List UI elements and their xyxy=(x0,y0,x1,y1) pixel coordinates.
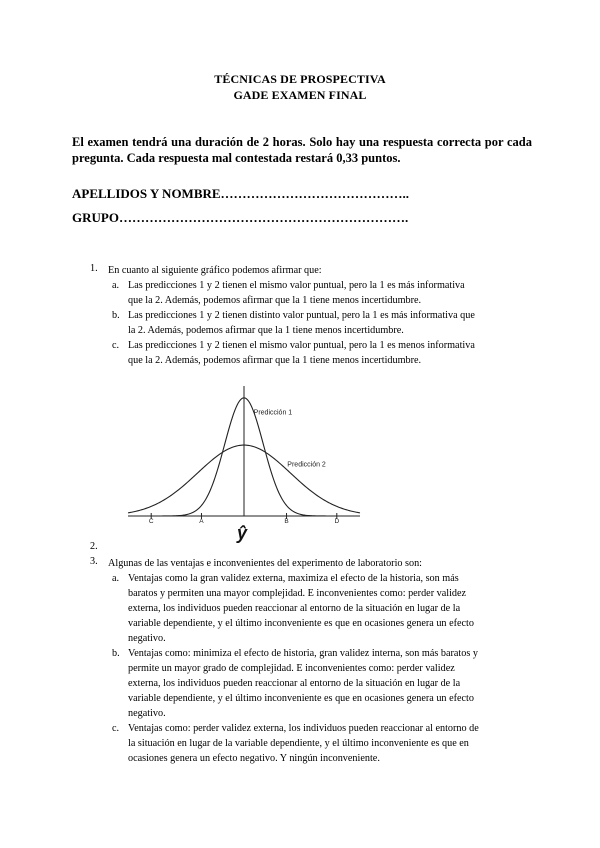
title-line-1: TÉCNICAS DE PROSPECTIVA xyxy=(214,72,386,86)
option-line: Ventajas como: minimiza el efecto de historia, gran validez interna, son más baratos y xyxy=(128,648,478,659)
option-line: ocasiones genera un efecto negativo. Y ningún inconveniente. xyxy=(128,753,380,764)
option-letter: c. xyxy=(112,340,120,351)
name-field: APELLIDOS Y NOMBRE…………………………………….. xyxy=(72,186,410,201)
option-line: la situación en lugar de la variable dependiente, y el último inconveniente es que en xyxy=(128,738,469,749)
option-line: que la 2. Además, podemos afirmar que la 1 tiene menos incertidumbre. xyxy=(128,295,422,306)
option-letter: a. xyxy=(112,280,120,291)
option-line: externa, los individuos pueden reaccionar al entorno de la situación en lugar de la xyxy=(128,603,461,614)
exam-instructions: El examen tendrá una duración de 2 horas. Solo hay una respuesta correcta por cada pregunta. Cada respuesta mal contestada restará 0,33 puntos. xyxy=(72,135,532,165)
option-line: variable dependiente, y el último inconveniente es que en ocasiones genera un efecto xyxy=(128,618,474,629)
option-line: Las predicciones 1 y 2 tienen el mismo valor puntual, pero la 1 es menos informativa xyxy=(128,340,475,351)
question-3-option-c xyxy=(112,721,479,766)
question-3-option-b xyxy=(112,646,478,721)
option-line: la 2. Además, podemos afirmar que la 1 tiene menos incertidumbre. xyxy=(128,325,404,336)
question-1-text: En cuanto al siguiente gráfico podemos afirmar que: xyxy=(108,265,322,276)
option-line: permite un mayor grado de complejidad. E inconvenientes como: perder validez xyxy=(128,663,455,674)
option-line: variable dependiente, y el último inconveniente es que en ocasiones genera un efecto xyxy=(128,693,474,704)
option-line: Las predicciones 1 y 2 tienen el mismo valor puntual, pero la 1 es más informativa xyxy=(128,280,465,291)
option-line: Las predicciones 1 y 2 tienen distinto valor puntual, pero la 1 es más informativa que xyxy=(128,310,475,321)
question-2-number: 2. xyxy=(90,541,98,552)
question-1-number: 1. xyxy=(90,263,98,274)
group-field: GRUPO…………………………………………………………. xyxy=(72,210,409,225)
option-line: baratos y permiten una mayor complejidad. E inconvenientes como: perder validez xyxy=(128,588,467,599)
title-line-2: GADE EXAMEN FINAL xyxy=(233,88,367,102)
option-line: negativo. xyxy=(128,708,166,719)
question-3-option-a xyxy=(112,571,474,646)
option-line: negativo. xyxy=(128,633,166,644)
x-tick-label: C xyxy=(148,518,154,525)
option-line: externa, los individuos pueden reaccionar al entorno de la situación en lugar de la xyxy=(128,678,461,689)
option-line: que la 2. Además, podemos afirmar que la 1 tiene menos incertidumbre. xyxy=(128,355,422,366)
option-letter: b. xyxy=(112,648,120,659)
question-1-option-b xyxy=(112,308,475,338)
x-tick-label: B xyxy=(284,518,289,525)
prediction-distribution-chart xyxy=(124,378,364,544)
option-letter: b. xyxy=(112,310,120,321)
question-1-option-c xyxy=(112,338,475,368)
prediction-1-label: Predicción 1 xyxy=(253,409,293,417)
prediction-2-label: Predicción 2 xyxy=(287,461,326,469)
x-tick-label: A xyxy=(199,518,204,525)
question-3-number: 3. xyxy=(90,556,98,567)
x-tick-label: D xyxy=(334,518,340,525)
option-line: Ventajas como: perder validez externa, los individuos pueden reaccionar al entorno de xyxy=(128,723,479,734)
option-line: Ventajas como la gran validez externa, maximiza el efecto de la historia, son más xyxy=(128,573,459,584)
option-letter: c. xyxy=(112,723,120,734)
x-axis-label: ŷ xyxy=(236,523,248,543)
question-3-text: Algunas de las ventajas e inconvenientes del experimento de laboratorio son: xyxy=(108,558,423,569)
option-letter: a. xyxy=(112,573,120,584)
question-1-option-a xyxy=(112,278,465,308)
